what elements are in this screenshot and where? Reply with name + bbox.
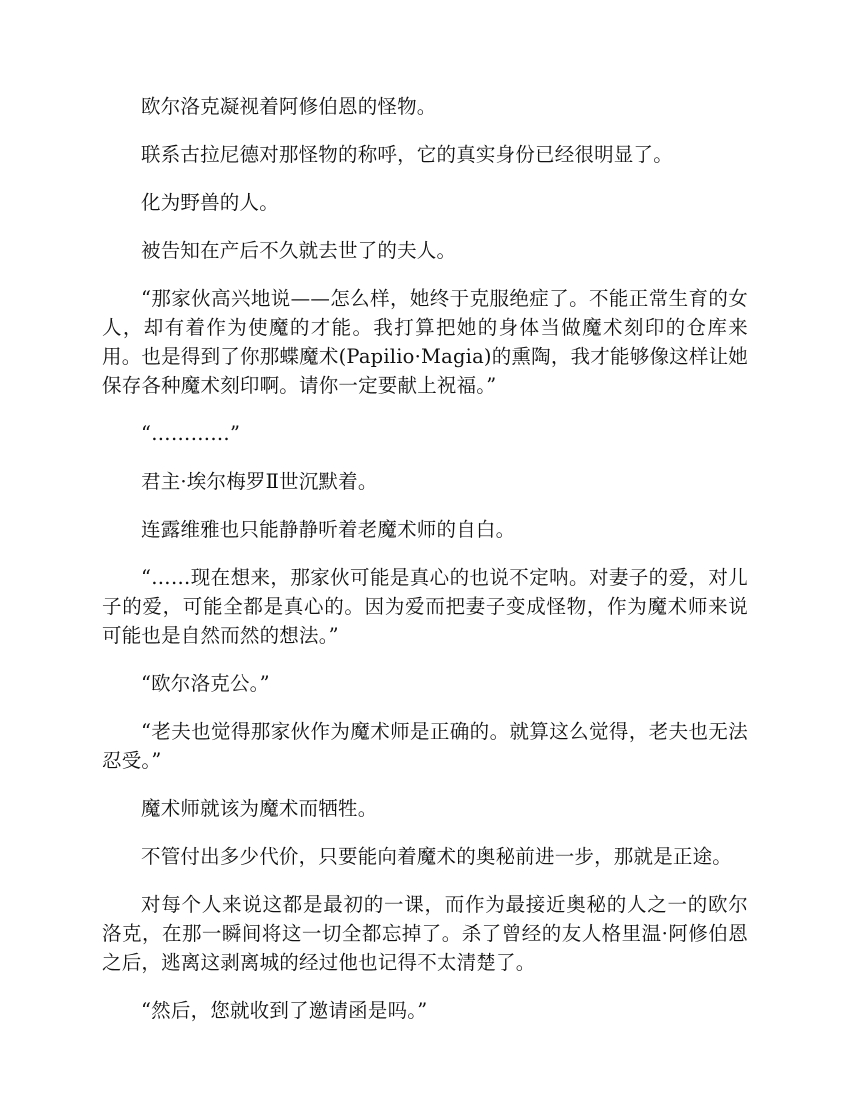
paragraph: 对每个人来说这都是最初的一课，而作为最接近奥秘的人之一的欧尔洛克，在那一瞬间将这一切全都忘掉了。杀了曾经的友人格里温·阿修伯恩之后，逃离这剥离城的经过他也记得不太清楚了。 xyxy=(102,893,748,974)
paragraph: “欧尔洛克公。” xyxy=(141,672,270,695)
paragraph: 连露维雅也只能静静听着老魔术师的自白。 xyxy=(141,518,516,541)
paragraph: 欧尔洛克凝视着阿修伯恩的怪物。 xyxy=(141,95,437,118)
paragraph: 魔术师就该为魔术而牺牲。 xyxy=(141,797,378,820)
paragraph: “那家伙高兴地说——怎么样，她终于克服绝症了。不能正常生育的女人，却有着作为使魔的才能。我打算把她的身体当做魔术刻印的仓库来用。也是得到了你那蝶魔术(Papilio·Magia)的熏陶，我才能够像这样让她保存各种魔术刻印啊。请你一定要献上祝福。” xyxy=(102,287,748,397)
paragraph: 联系古拉尼德对那怪物的称呼，它的真实身份已经很明显了。 xyxy=(141,143,673,166)
paragraph: 化为野兽的人。 xyxy=(141,191,279,214)
paragraph: “……现在想来，那家伙可能是真心的也说不定呐。对妻子的爱，对儿子的爱，可能全都是真心的。因为爱而把妻子变成怪物，作为魔术师来说可能也是自然而然的想法。” xyxy=(102,566,748,647)
paragraph: “…………” xyxy=(141,422,241,445)
paragraph: 君主·埃尔梅罗Ⅱ世沉默着。 xyxy=(141,470,378,493)
paragraph: “然后，您就收到了邀请函是吗。” xyxy=(141,999,428,1022)
paragraph: “老夫也觉得那家伙作为魔术师是正确的。就算这么觉得，老夫也无法忍受。” xyxy=(102,720,748,772)
paragraph: 不管付出多少代价，只要能向着魔术的奥秘前进一步，那就是正途。 xyxy=(141,845,733,868)
paragraph: 被告知在产后不久就去世了的夫人。 xyxy=(141,239,457,262)
document-body xyxy=(102,92,748,1044)
